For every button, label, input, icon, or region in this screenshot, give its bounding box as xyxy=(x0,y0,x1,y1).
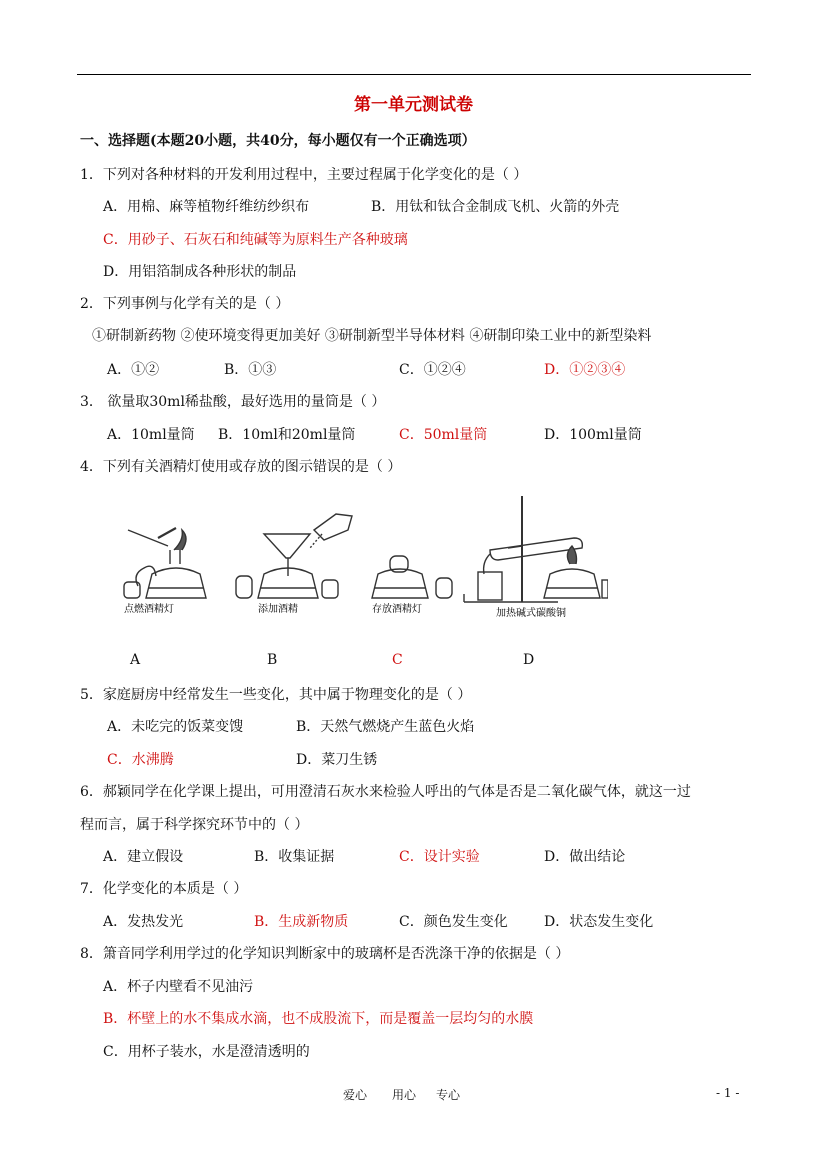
question-2-option-c: C．①②④ xyxy=(399,362,466,378)
question-1-stem: 1．下列对各种材料的开发利用过程中，主要过程属于化学变化的是（ ） xyxy=(80,167,528,183)
lamp-b-illustration xyxy=(236,514,352,598)
question-5-option-c: C．水沸腾 xyxy=(107,752,174,768)
question-4-option-d: D xyxy=(523,652,535,668)
question-5-stem: 5．家庭厨房中经常发生一些变化，其中属于物理变化的是（ ） xyxy=(80,687,472,703)
question-2-option-a: A．①② xyxy=(107,362,160,378)
caption-c: 存放酒精灯 xyxy=(372,604,422,615)
question-8-stem: 8．箫音同学利用学过的化学知识判断家中的玻璃杯是否洗涤干净的依据是（ ） xyxy=(80,946,570,962)
section-heading: 一、选择题(本题20小题，共40分，每小题仅有一个正确选项） xyxy=(80,133,476,149)
question-1-option-c: C．用砂子、石灰石和纯碱等为原料生产各种玻璃 xyxy=(103,232,408,248)
question-1-option-b: B．用钛和钛合金制成飞机、火箭的外壳 xyxy=(371,199,620,215)
question-2-stem: 2．下列事例与化学有关的是（ ） xyxy=(80,296,290,312)
question-7-option-b: B．生成新物质 xyxy=(254,914,349,930)
question-6-option-a: A．建立假设 xyxy=(103,849,184,865)
question-3-option-c: C．50ml量筒 xyxy=(399,427,488,443)
question-7-option-c: C．颜色发生变化 xyxy=(399,914,508,930)
question-2-option-d: D．①②③④ xyxy=(544,362,626,378)
question-6-option-d: D．做出结论 xyxy=(544,849,626,865)
page-title: 第一单元测试卷 xyxy=(354,95,473,115)
question-5-option-d: D．菜刀生锈 xyxy=(296,752,378,768)
question-8-option-c: C．用杯子装水，水是澄清透明的 xyxy=(103,1044,310,1060)
lamp-d-illustration xyxy=(464,496,608,602)
question-7-stem: 7．化学变化的本质是（ ） xyxy=(80,881,248,897)
question-1-option-d: D．用铝箔制成各种形状的制品 xyxy=(103,264,297,280)
question-7-option-a: A．发热发光 xyxy=(103,914,184,930)
lamp-c-illustration xyxy=(372,556,452,598)
page-number: - 1 - xyxy=(716,1086,740,1100)
question-5-option-b: B．天然气燃烧产生蓝色火焰 xyxy=(296,719,475,735)
question-7-option-d: D．状态发生变化 xyxy=(544,914,654,930)
question-6-option-b: B．收集证据 xyxy=(254,849,335,865)
question-6-stem-line-1: 6．郝颖同学在化学课上提出，可用澄清石灰水来检验人呼出的气体是否是二氧化碳气体，就这一过 xyxy=(80,784,691,800)
question-4-stem: 4．下列有关酒精灯使用或存放的图示错误的是（ ） xyxy=(80,459,402,475)
question-8-option-a: A．杯子内壁看不见油污 xyxy=(103,979,254,995)
question-6-stem-line-2: 程而言，属于科学探究环节中的（ ） xyxy=(80,817,309,833)
question-4-option-c: C xyxy=(392,652,403,668)
question-5-option-a: A．未吃完的饭菜变馊 xyxy=(107,719,244,735)
question-8-option-b: B．杯壁上的水不集成水滴，也不成股流下，而是覆盖一层均匀的水膜 xyxy=(103,1011,534,1027)
question-4-option-b: B xyxy=(267,652,278,668)
question-3-option-b: B．10ml和20ml量筒 xyxy=(218,427,356,443)
question-2-option-b: B．①③ xyxy=(224,362,277,378)
question-3-option-d: D．100ml量筒 xyxy=(544,427,642,443)
lamp-a-illustration xyxy=(124,528,206,598)
question-3-option-a: A．10ml量筒 xyxy=(107,427,195,443)
question-4-option-a: A xyxy=(130,652,141,668)
header-rule xyxy=(77,74,751,75)
question-1-option-a: A．用棉、麻等植物纤维纺纱织布 xyxy=(103,199,310,215)
caption-d: 加热碱式碳酸铜 xyxy=(496,608,566,619)
caption-b: 添加酒精 xyxy=(258,604,298,615)
caption-a: 点燃酒精灯 xyxy=(124,604,174,615)
question-2-items: ①研制新药物 ②使环境变得更加美好 ③研制新型半导体材料 ④研制印染工业中的新型染料 xyxy=(92,328,652,344)
question-3-stem: 3． 欲量取30ml稀盐酸，最好选用的量筒是（ ） xyxy=(80,394,386,410)
footer-motto-1: 爱心 xyxy=(343,1088,368,1102)
footer-motto-2: 用心 xyxy=(392,1088,417,1102)
alcohol-lamp-figure xyxy=(118,490,608,620)
footer-motto-3: 专心 xyxy=(436,1088,461,1102)
question-6-option-c: C．设计实验 xyxy=(399,849,480,865)
